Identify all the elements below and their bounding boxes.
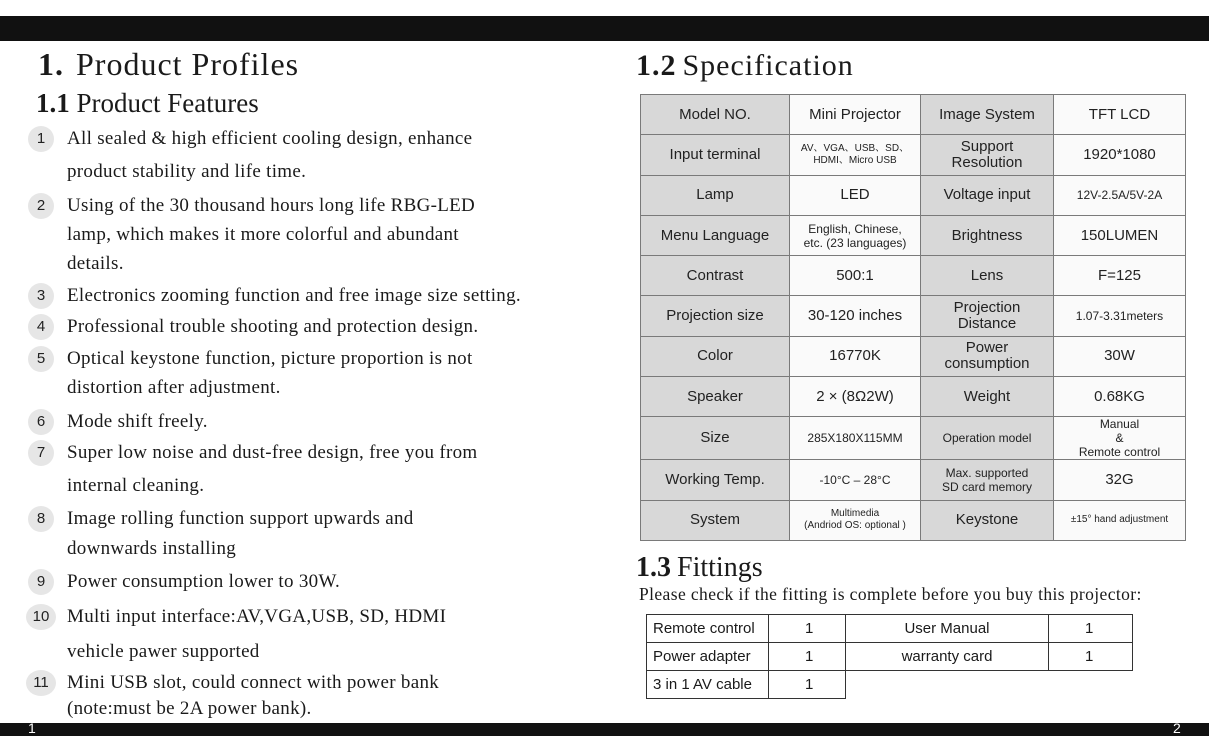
spec-label-cell: System	[641, 500, 790, 540]
feature-number-badge: 1	[28, 126, 54, 152]
fitting-qty-cell: 1	[769, 671, 846, 699]
fitting-qty-cell: 1	[769, 643, 846, 671]
spec-row	[641, 377, 1186, 417]
bottom-footer-bar	[0, 723, 1209, 736]
spec-label-cell: Max. supported SD card memory	[921, 460, 1054, 500]
spec-value-cell: ±15° hand adjustment	[1054, 500, 1186, 540]
feature-number-badge: 10	[26, 604, 56, 630]
feature-line: Image rolling function support upwards and	[67, 508, 414, 529]
fitting-item-cell: User Manual	[846, 615, 1049, 643]
feature-line: product stability and life time.	[67, 161, 307, 182]
spec-label-cell: Speaker	[641, 377, 790, 417]
fitting-item-cell: warranty card	[846, 643, 1049, 671]
feature-line: Mini USB slot, could connect with power bank	[67, 672, 440, 693]
feature-line: vehicle pawer supported	[67, 641, 260, 662]
top-header-bar	[0, 16, 1209, 41]
spec-label-cell: Size	[641, 417, 790, 460]
subsection-title-features	[36, 86, 618, 120]
spec-row	[641, 336, 1186, 376]
spec-value-cell: 32G	[1054, 460, 1186, 500]
spec-label-cell: Lens	[921, 256, 1054, 296]
feature-line: Super low noise and dust-free design, free you from	[67, 442, 478, 463]
specification-section	[636, 44, 1206, 88]
empty-cell	[846, 671, 1049, 699]
feature-number-badge: 9	[28, 569, 54, 595]
feature-number-badge: 5	[28, 346, 54, 372]
feature-line: details.	[67, 253, 124, 274]
spec-value-cell: 12V-2.5A/5V-2A	[1054, 175, 1186, 215]
feature-number-badge: 8	[28, 506, 54, 532]
feature-line: Professional trouble shooting and protection design.	[67, 316, 479, 337]
spec-label-cell: Keystone	[921, 500, 1054, 540]
fittings-row	[647, 671, 1133, 699]
spec-value-cell: 30W	[1054, 336, 1186, 376]
spec-row	[641, 460, 1186, 500]
spec-label-cell: Voltage input	[921, 175, 1054, 215]
subsection-title-text: Specification	[682, 49, 854, 82]
spec-label-cell: Color	[641, 336, 790, 376]
spec-value-cell: 2 × (8Ω2W)	[790, 377, 921, 417]
spec-value-cell: AV、VGA、USB、SD、 HDMI、Micro USB	[790, 135, 921, 175]
spec-value-cell: F=125	[1054, 256, 1186, 296]
spec-value-cell: 30-120 inches	[790, 296, 921, 336]
spec-label-cell: Operation model	[921, 417, 1054, 460]
spec-row	[641, 256, 1186, 296]
fittings-title	[636, 548, 763, 588]
section-title	[38, 44, 618, 84]
subsection-title-text: Fittings	[677, 552, 763, 583]
spec-value-cell: 16770K	[790, 336, 921, 376]
fittings-row	[647, 643, 1133, 671]
feature-line: All sealed & high efficient cooling design, enhance	[67, 128, 473, 149]
feature-line: Using of the 30 thousand hours long life RBG-LED	[67, 195, 476, 216]
subsection-number: 1.2	[636, 49, 677, 82]
section-title-text: Product Profiles	[76, 46, 300, 82]
spec-label-cell: Menu Language	[641, 215, 790, 255]
spec-value-cell: 500:1	[790, 256, 921, 296]
feature-number-badge: 4	[28, 314, 54, 340]
feature-line: lamp, which makes it more colorful and abundant	[67, 224, 459, 245]
spec-value-cell: 1.07-3.31meters	[1054, 296, 1186, 336]
spec-label-cell: Power consumption	[921, 336, 1054, 376]
spec-value-cell: 1920*1080	[1054, 135, 1186, 175]
fittings-note: Please check if the fitting is complete before you buy this projector:	[639, 584, 1142, 604]
fittings-row	[647, 615, 1133, 643]
specification-table	[640, 94, 1186, 541]
feature-line: downwards installing	[67, 538, 237, 559]
spec-value-cell: 285X180X115MM	[790, 417, 921, 460]
fitting-item-cell: Power adapter	[647, 643, 769, 671]
feature-line: Multi input interface:AV,VGA,USB, SD, HDMI	[67, 606, 447, 627]
section-number: 1.	[38, 46, 64, 82]
spec-value-cell: -10°C – 28°C	[790, 460, 921, 500]
spec-value-cell: Manual & Remote control	[1054, 417, 1186, 460]
spec-row	[641, 500, 1186, 540]
spec-value-cell: TFT LCD	[1054, 95, 1186, 135]
spec-value-cell: Multimedia (Andriod OS: optional )	[790, 500, 921, 540]
feature-line: Mode shift freely.	[67, 411, 208, 432]
feature-number-badge: 6	[28, 409, 54, 435]
spec-label-cell: Working Temp.	[641, 460, 790, 500]
spec-label-cell: Model NO.	[641, 95, 790, 135]
subsection-title-text: Product Features	[76, 88, 259, 118]
spec-label-cell: Weight	[921, 377, 1054, 417]
fitting-qty-cell: 1	[1049, 643, 1133, 671]
fittings-table	[646, 614, 1133, 699]
feature-number-badge: 2	[28, 193, 54, 219]
fitting-qty-cell: 1	[1049, 615, 1133, 643]
fitting-qty-cell: 1	[769, 615, 846, 643]
page-number-left: 1	[28, 720, 36, 736]
fitting-item-cell: 3 in 1 AV cable	[647, 671, 769, 699]
spec-row	[641, 175, 1186, 215]
spec-label-cell: Input terminal	[641, 135, 790, 175]
spec-label-cell: Image System	[921, 95, 1054, 135]
spec-label-cell: Projection size	[641, 296, 790, 336]
spec-value-cell: 150LUMEN	[1054, 215, 1186, 255]
feature-number-badge: 3	[28, 283, 54, 309]
feature-line: Power consumption lower to 30W.	[67, 571, 340, 592]
subsection-number: 1.3	[636, 552, 671, 583]
spec-label-cell: Projection Distance	[921, 296, 1054, 336]
spec-label-cell: Support Resolution	[921, 135, 1054, 175]
product-profiles-section	[28, 44, 618, 719]
feature-line: distortion after adjustment.	[67, 377, 281, 398]
spec-label-cell: Brightness	[921, 215, 1054, 255]
feature-line: Optical keystone function, picture proportion is not	[67, 348, 473, 369]
spec-value-cell: LED	[790, 175, 921, 215]
spec-row	[641, 135, 1186, 175]
spec-label-cell: Lamp	[641, 175, 790, 215]
spec-row	[641, 296, 1186, 336]
fitting-item-cell: Remote control	[647, 615, 769, 643]
subsection-number: 1.1	[36, 88, 70, 118]
page-number-right: 2	[1173, 720, 1181, 736]
spec-row	[641, 215, 1186, 255]
feature-number-badge: 11	[26, 670, 56, 696]
spec-row	[641, 417, 1186, 460]
feature-line: (note:must be 2A power bank).	[67, 698, 312, 719]
specification-title	[636, 44, 1206, 88]
spec-value-cell: Mini Projector	[790, 95, 921, 135]
spec-value-cell: English, Chinese, etc. (23 languages)	[790, 215, 921, 255]
feature-number-badge: 7	[28, 440, 54, 466]
feature-line: Electronics zooming function and free image size setting.	[67, 285, 521, 306]
empty-cell	[1049, 671, 1133, 699]
spec-label-cell: Contrast	[641, 256, 790, 296]
spec-row	[641, 95, 1186, 135]
feature-line: internal cleaning.	[67, 475, 205, 496]
spec-value-cell: 0.68KG	[1054, 377, 1186, 417]
